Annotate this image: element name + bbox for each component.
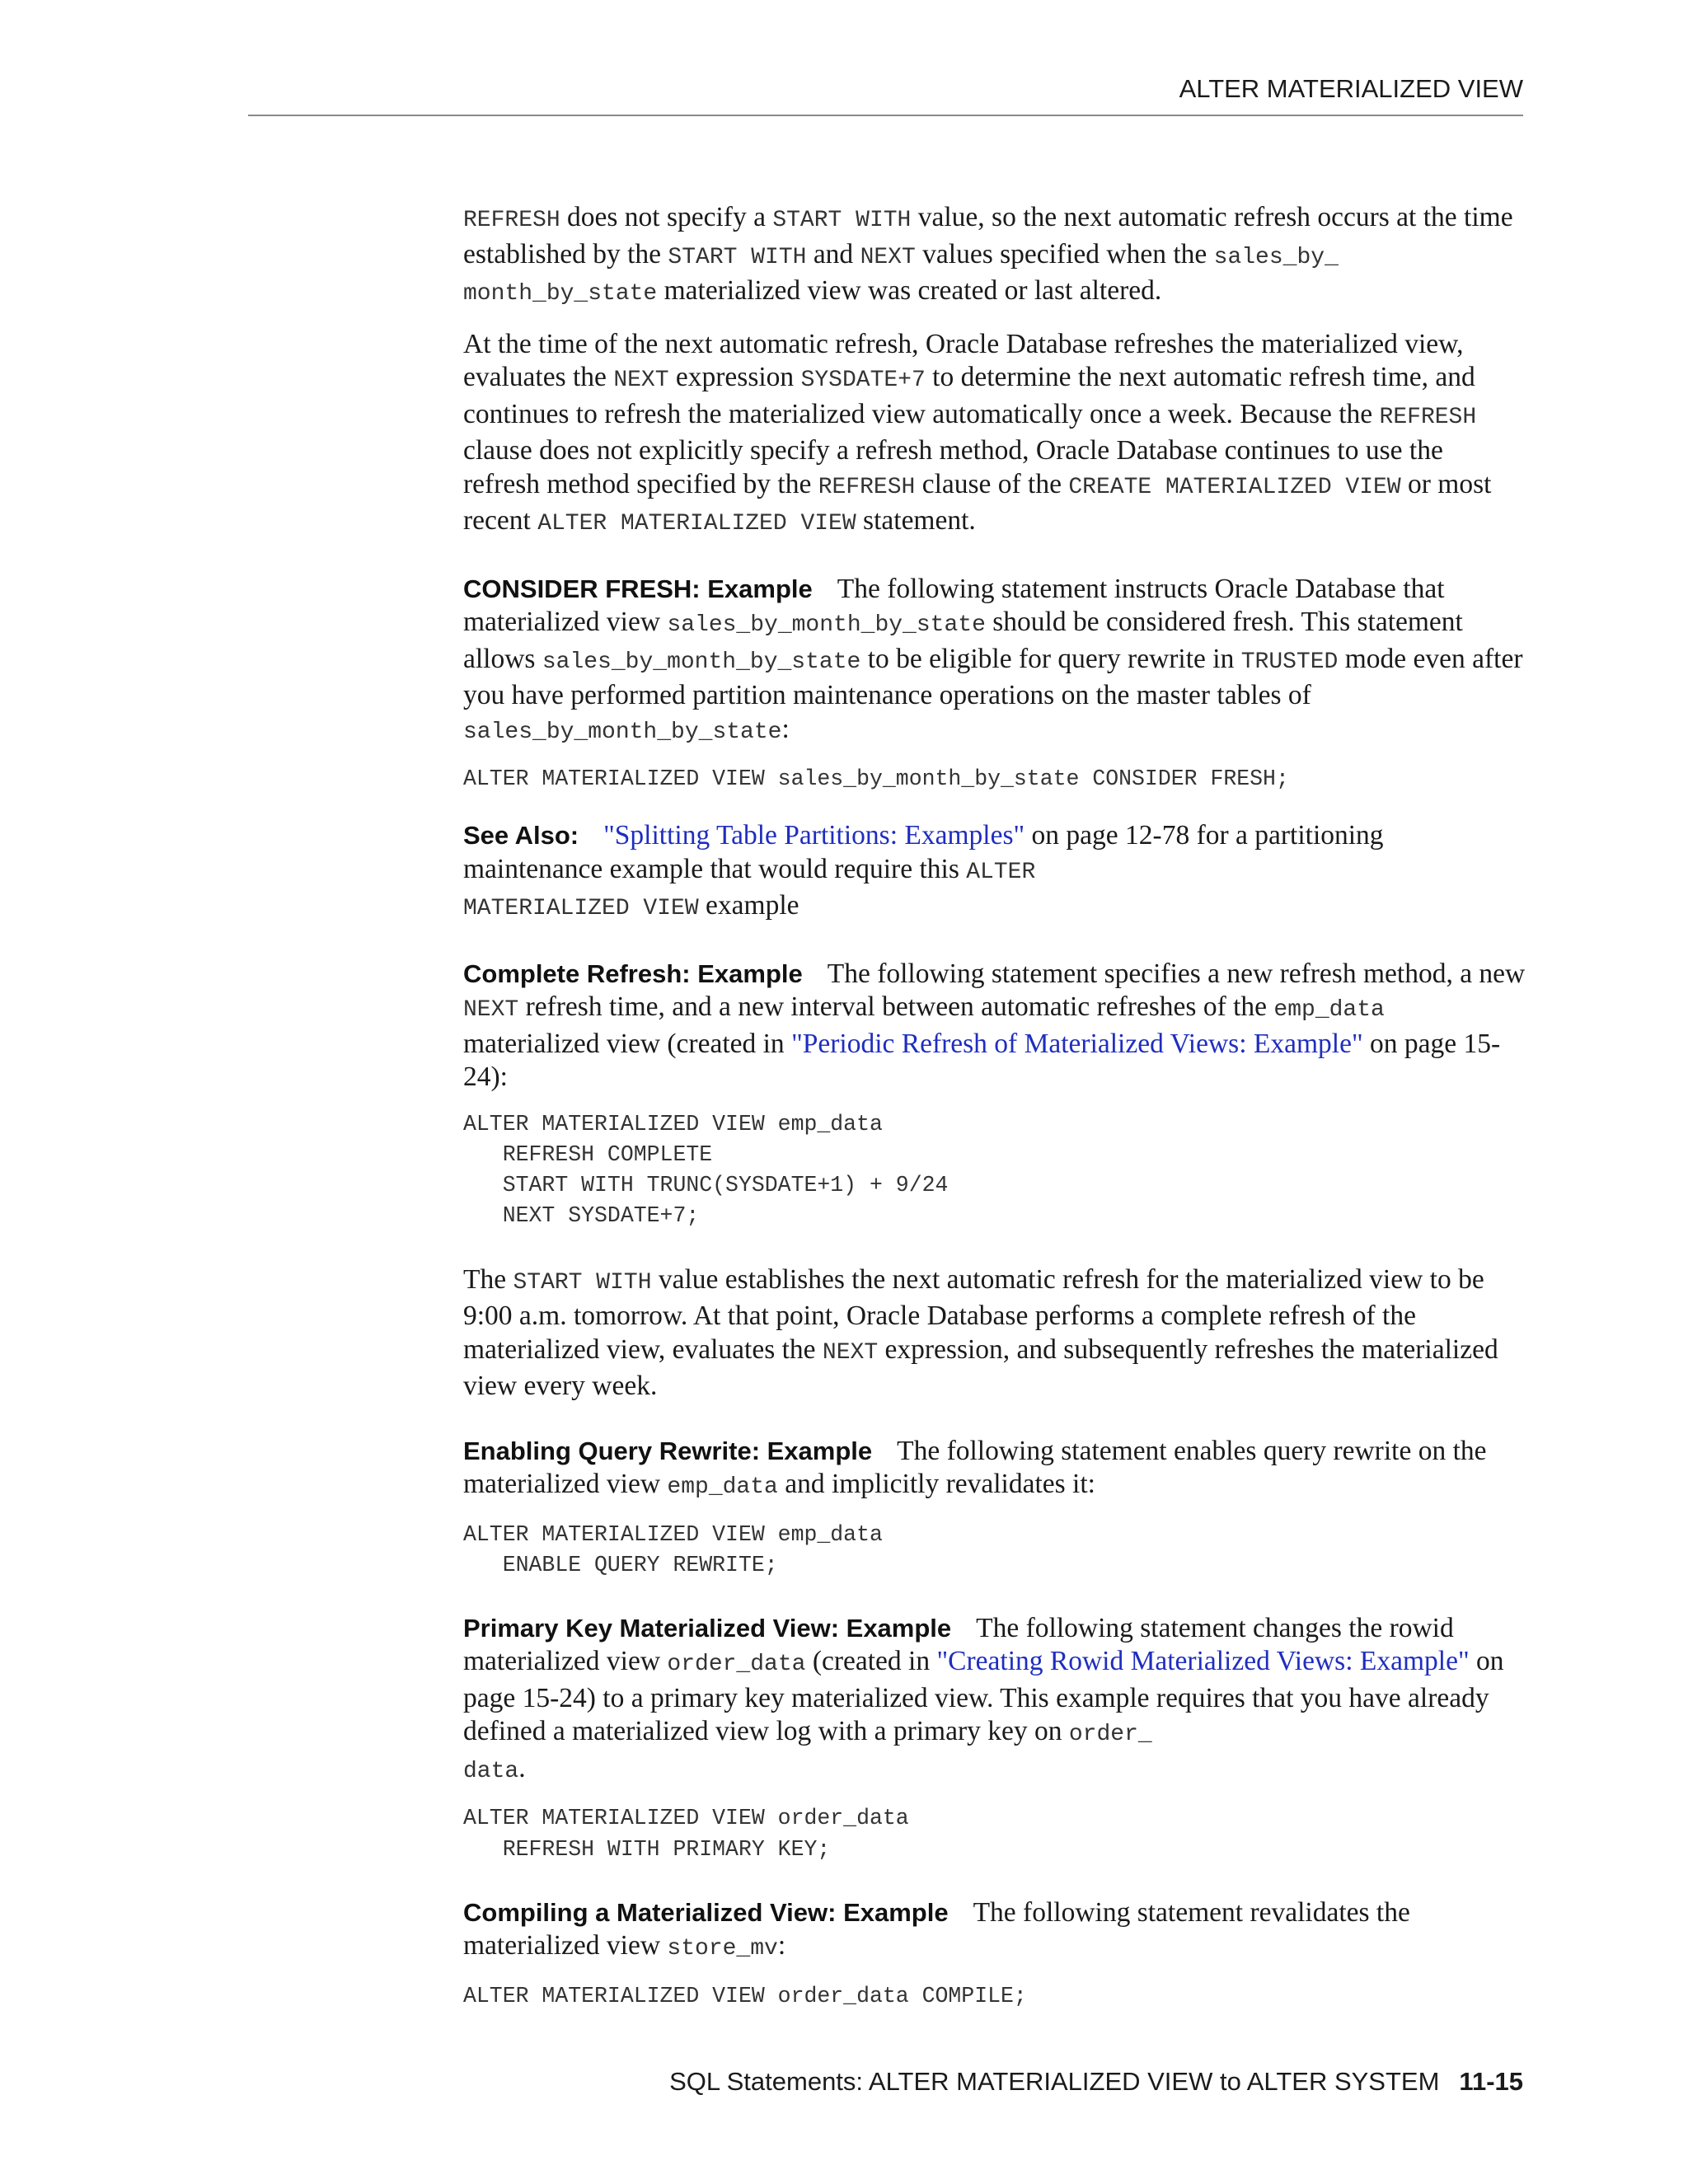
paragraph-text: should be considered fresh. This statement allows: [463, 607, 1463, 674]
paragraph-text: :: [777, 1930, 786, 1961]
header-rule: [248, 115, 1523, 116]
paragraph-text: The following statement specifies a new refresh method, a new: [827, 958, 1526, 989]
code-block-enable-query-rewrite: ALTER MATERIALIZED VIEW emp_data ENABLE QUERY REWRITE;: [463, 1521, 883, 1577]
paragraph-refresh-start-with: [463, 201, 1526, 312]
inline-code: SYSDATE+7: [800, 368, 926, 393]
rowid-mv-link[interactable]: "Creating Rowid Materialized Views: Example": [936, 1646, 1470, 1677]
inline-code: REFRESH: [1379, 404, 1477, 430]
paragraph-text: materialized view (created in: [463, 1028, 792, 1059]
paragraph-text: values specified when the: [915, 238, 1214, 269]
code-block-consider-fresh: ALTER MATERIALIZED VIEW sales_by_month_by_state CONSIDER FRESH;: [463, 766, 1289, 791]
paragraph-text: The following statement enables query rewrite on the materialized view: [463, 1435, 1487, 1500]
code-block-complete-refresh: ALTER MATERIALIZED VIEW emp_data REFRESH COMPLETE START WITH TRUNC(SYSDATE+1) + 9/24 NEXT SYSDATE+7;: [463, 1111, 949, 1229]
paragraph-text: refresh time, and a new interval between automatic refreshes of the: [518, 991, 1274, 1023]
paragraph-text: materialized view was created or last altered.: [657, 275, 1162, 306]
paragraph-text: on page 15-24) to a primary key materialized view. This example requires that you have already defined a materialized view log with a primary key on: [463, 1646, 1504, 1747]
code-block-primary-key: ALTER MATERIALIZED VIEW order_data REFRESH WITH PRIMARY KEY;: [463, 1806, 909, 1862]
example-complete-refresh: [463, 958, 1526, 1094]
inline-code: START WITH: [772, 208, 912, 233]
inline-code: order_: [1068, 1722, 1152, 1748]
paragraph-text: clause of the: [915, 468, 1069, 499]
paragraph-text: expression, and subsequently refreshes the materialized view every week.: [463, 1333, 1498, 1402]
inline-code: CREATE MATERIALIZED VIEW: [1068, 474, 1401, 500]
paragraph-text: .: [518, 1752, 526, 1783]
splitting-partitions-link[interactable]: "Splitting Table Partitions: Examples": [603, 820, 1025, 851]
paragraph-text: :: [781, 713, 790, 744]
paragraph-text: The: [463, 1263, 513, 1295]
page-number: 11-15: [1459, 2067, 1523, 2096]
inline-code: emp_data: [667, 1474, 778, 1501]
example-consider-fresh: [463, 573, 1526, 750]
paragraph-text: mode even after you have performed partition maintenance operations on the master tables of: [463, 643, 1523, 710]
inline-code: ALTER: [966, 859, 1036, 885]
inline-code: sales_by_: [1213, 244, 1339, 270]
inline-code: NEXT: [860, 244, 916, 270]
example-heading: Primary Key Materialized View: Example: [463, 1613, 952, 1643]
paragraph-next-refresh: [463, 328, 1526, 541]
see-also-note: [463, 819, 1526, 926]
paragraph-text: or most recent: [463, 468, 1492, 536]
inline-code: MATERIALIZED VIEW: [463, 896, 699, 922]
inline-code: NEXT: [463, 997, 519, 1024]
inline-code: data: [463, 1758, 519, 1784]
paragraph-text: At the time of the next automatic refresh, Oracle Database refreshes the materialized view, evaluates the: [463, 328, 1464, 392]
example-heading: CONSIDER FRESH: Example: [463, 574, 813, 603]
example-compile: [463, 1896, 1526, 1966]
paragraph-text: The following statement changes the rowid materialized view: [463, 1612, 1454, 1677]
inline-code: ALTER MATERIALIZED VIEW: [537, 511, 856, 537]
paragraph-text: example: [698, 890, 799, 921]
paragraph-text: The following statement revalidates the materialized view: [463, 1896, 1410, 1961]
paragraph-text: expression: [668, 362, 801, 392]
paragraph-text: The following statement instructs Oracle Database that materialized view: [463, 573, 1445, 637]
code-block-compile: ALTER MATERIALIZED VIEW order_data COMPILE;: [463, 1983, 1027, 2008]
inline-code: NEXT: [822, 1339, 879, 1366]
inline-code: order_data: [667, 1652, 806, 1678]
example-heading: Enabling Query Rewrite: Example: [463, 1436, 873, 1465]
paragraph-text: on page 12-78 for a partitioning maintenance example that would require this: [463, 820, 1384, 884]
paragraph-text: statement.: [856, 505, 976, 536]
inline-code: TRUSTED: [1240, 649, 1339, 675]
inline-code: REFRESH: [463, 208, 560, 233]
inline-code: NEXT: [613, 368, 669, 393]
paragraph-text: to be eligible for query rewrite in: [860, 643, 1241, 674]
periodic-refresh-link[interactable]: "Periodic Refresh of Materialized Views: Example": [791, 1028, 1363, 1059]
paragraph-start-with-value: [463, 1263, 1526, 1404]
inline-code: REFRESH: [818, 474, 916, 500]
example-heading: Compiling a Materialized View: Example: [463, 1897, 949, 1927]
paragraph-text: (created in: [805, 1646, 937, 1677]
paragraph-text: and implicitly revalidates it:: [777, 1469, 1095, 1500]
example-heading: Complete Refresh: Example: [463, 958, 803, 988]
inline-code: month_by_state: [463, 281, 658, 307]
paragraph-text: on page 15-24):: [463, 1028, 1501, 1093]
inline-code: sales_by_month_by_state: [667, 612, 986, 638]
inline-code: sales_by_month_by_state: [463, 719, 782, 745]
paragraph-text: to determine the next automatic refresh time, and continues to refresh the materialized view automatically once a week. Because the: [463, 362, 1475, 429]
example-enable-query-rewrite: [463, 1435, 1526, 1505]
paragraph-text: does not specify a: [560, 202, 773, 232]
inline-code: store_mv: [667, 1936, 778, 1962]
footer-text: SQL Statements: ALTER MATERIALIZED VIEW to ALTER SYSTEM: [669, 2067, 1440, 2096]
inline-code: START WITH: [513, 1269, 652, 1296]
example-primary-key: [463, 1612, 1526, 1789]
paragraph-text: value establishes the next automatic refresh for the materialized view to be 9:00 a.m. tomorrow. At that point, Oracle Database performs a complete refresh of the materialized view, evaluates the: [463, 1263, 1484, 1365]
inline-code: sales_by_month_by_state: [542, 649, 861, 675]
page-body: [463, 201, 1526, 2012]
inline-code: emp_data: [1273, 997, 1385, 1024]
paragraph-text: clause does not explicitly specify a refresh method, Oracle Database continues to use the refresh method specified by the: [463, 435, 1443, 499]
page-header-title: ALTER MATERIALIZED VIEW: [1179, 74, 1523, 103]
paragraph-text: and: [806, 238, 860, 269]
see-also-label: See Also:: [463, 821, 579, 851]
page-footer: [669, 2067, 1523, 2097]
paragraph-text: value, so the next automatic refresh occurs at the time established by the: [463, 202, 1513, 269]
inline-code: START WITH: [668, 244, 807, 270]
